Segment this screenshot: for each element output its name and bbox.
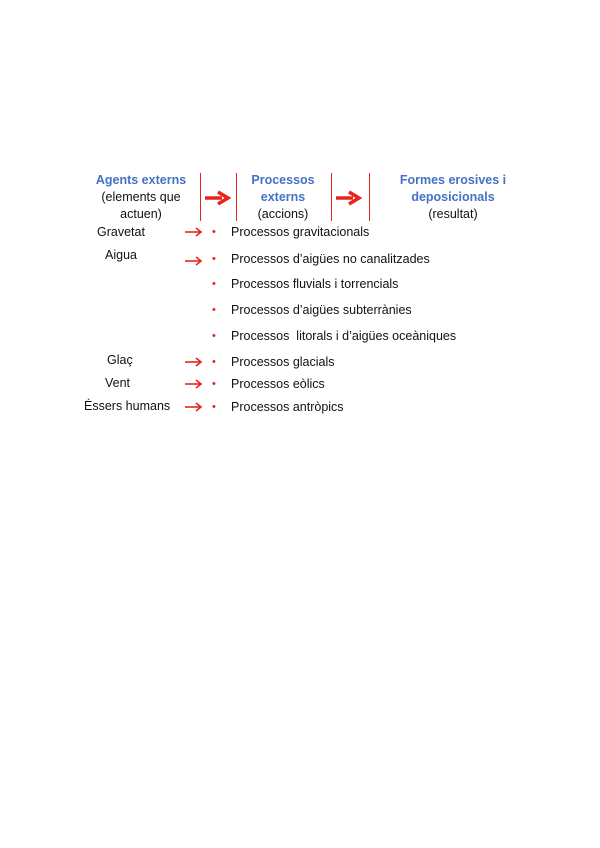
header-forms-title-1: Formes erosives i — [399, 173, 507, 187]
process-item: Processos antròpics — [231, 400, 344, 414]
arrow-icon — [184, 402, 204, 412]
process-item: Processos eòlics — [231, 377, 325, 391]
process-item: Processos glacials — [231, 355, 335, 369]
header-processes-title-2: externs — [260, 190, 306, 204]
divider-line — [236, 173, 237, 221]
arrow-icon — [184, 256, 204, 266]
agent-label: Gravetat — [97, 225, 145, 239]
bullet-icon: • — [212, 304, 216, 316]
agent-label: Éssers humans — [84, 399, 171, 413]
divider-line — [369, 173, 370, 221]
bullet-icon: • — [212, 401, 216, 413]
process-item: Processos litorals i d’aigües oceàniques — [231, 329, 457, 343]
agent-label: Aigua — [105, 248, 137, 262]
arrow-icon — [184, 379, 204, 389]
header-arrow-icon — [335, 190, 363, 206]
agent-label: Glaç — [107, 353, 133, 367]
header-agents-title: Agents externs — [95, 173, 187, 187]
arrow-icon — [184, 227, 204, 237]
header-forms-subtitle: (resultat) — [428, 207, 478, 221]
header-arrow-icon — [204, 190, 232, 206]
header-processes-title-1: Processos — [251, 173, 315, 187]
header-forms-title-2: deposicionals — [411, 190, 495, 204]
bullet-icon: • — [212, 356, 216, 368]
bullet-icon: • — [212, 330, 216, 342]
bullet-icon: • — [212, 226, 216, 238]
bullet-icon: • — [212, 378, 216, 390]
process-item: Processos d’aigües subterrànies — [231, 303, 412, 317]
process-item: Processos gravitacionals — [231, 225, 370, 239]
bullet-icon: • — [212, 278, 216, 290]
agent-label: Vent — [105, 376, 131, 390]
arrow-icon — [184, 357, 204, 367]
header-agents-subtitle-2: actuen) — [120, 207, 162, 221]
divider-line — [331, 173, 332, 221]
header-forms — [389, 172, 517, 223]
divider-line — [200, 173, 201, 221]
header-processes — [240, 172, 326, 223]
bullet-icon: • — [212, 253, 216, 265]
header-agents-subtitle-1: (elements que — [101, 190, 181, 204]
process-item: Processos fluvials i torrencials — [231, 277, 399, 291]
header-processes-subtitle: (accions) — [257, 207, 309, 221]
header-agents — [86, 172, 196, 223]
process-item: Processos d’aigües no canalitzades — [231, 252, 430, 266]
